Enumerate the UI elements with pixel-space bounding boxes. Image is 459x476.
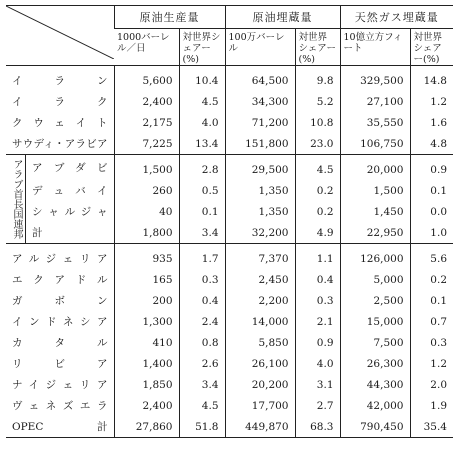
value-cell: 1.1	[295, 244, 340, 270]
value-cell: 0.2	[410, 269, 453, 290]
country-name: デュバイ	[32, 185, 108, 197]
value-cell: 13.4	[179, 133, 225, 155]
value-cell: 200	[114, 290, 179, 311]
value-cell: 7,225	[114, 133, 179, 155]
value-cell: 68.3	[295, 416, 340, 438]
value-cell: 1.2	[410, 91, 453, 112]
value-cell: 14.8	[410, 66, 453, 92]
value-cell: 0.4	[295, 269, 340, 290]
value-cell: 3.1	[295, 374, 340, 395]
value-cell: 0.2	[295, 180, 340, 201]
value-cell: 26,300	[340, 353, 410, 374]
value-cell: 4.5	[295, 155, 340, 181]
value-cell: 0.5	[179, 180, 225, 201]
value-cell: 151,800	[225, 133, 295, 155]
country-name: ガボン	[12, 295, 108, 307]
value-cell: 329,500	[340, 66, 410, 92]
value-cell: 1,500	[340, 180, 410, 201]
country-name-inner: アブダビ	[32, 162, 108, 174]
value-cell: 0.1	[179, 201, 225, 222]
value-cell: 44,300	[340, 374, 410, 395]
value-cell: 64,500	[225, 66, 295, 92]
value-cell: 5,000	[340, 269, 410, 290]
value-cell: 0.3	[179, 269, 225, 290]
country-name: ヴェネズエラ	[12, 400, 108, 412]
value-cell: 5,850	[225, 332, 295, 353]
value-cell: 10.8	[295, 112, 340, 133]
share-header: 対世界シェアー(%)	[410, 29, 453, 66]
value-cell: 2.0	[410, 374, 453, 395]
value-cell: 3.4	[179, 222, 225, 244]
value-cell: 2,500	[340, 290, 410, 311]
value-cell: 1.2	[410, 353, 453, 374]
table-row	[6, 244, 453, 270]
table-row	[6, 332, 453, 353]
country-name: カタル	[12, 337, 108, 349]
value-cell: 1.0	[410, 222, 453, 244]
country-name: アルジェリア	[12, 253, 108, 265]
value-cell: 0.2	[295, 201, 340, 222]
table-row	[6, 269, 453, 290]
value-cell: 4.0	[179, 112, 225, 133]
value-cell: 1,500	[114, 155, 179, 181]
value-cell: 1.7	[179, 244, 225, 270]
value-cell: 5.6	[410, 244, 453, 270]
value-cell: 4.0	[295, 353, 340, 374]
value-cell: 0.1	[410, 290, 453, 311]
value-cell: 1,800	[114, 222, 179, 244]
country-name: イラク	[12, 96, 108, 108]
value-cell: 5.2	[295, 91, 340, 112]
table-row	[6, 201, 453, 222]
table-row	[6, 180, 453, 201]
value-cell: 0.1	[410, 180, 453, 201]
value-cell: 0.9	[410, 155, 453, 181]
share-header: 対世界シェアー(%)	[295, 29, 340, 66]
value-cell: 165	[114, 269, 179, 290]
value-cell: 0.3	[410, 332, 453, 353]
value-cell: 2,175	[114, 112, 179, 133]
value-cell: 1,300	[114, 311, 179, 332]
value-cell: 1,400	[114, 353, 179, 374]
country-name: インドネシア	[12, 316, 108, 328]
share-header: 対世界シェアー(%)	[179, 29, 225, 66]
value-cell: 2,400	[114, 91, 179, 112]
value-cell: 5,600	[114, 66, 179, 92]
value-cell: 27,860	[114, 416, 179, 438]
country-name: サウディ・アラビア	[12, 138, 108, 150]
value-cell: 2.7	[295, 395, 340, 416]
value-cell: 7,370	[225, 244, 295, 270]
value-cell: 1.6	[410, 112, 453, 133]
value-cell: 126,000	[340, 244, 410, 270]
value-cell: 23.0	[295, 133, 340, 155]
country-name: シャルジャ	[32, 206, 108, 218]
unit-reserves: 100万バーレル	[225, 29, 295, 66]
value-cell: 4.5	[179, 91, 225, 112]
value-cell: 0.0	[410, 201, 453, 222]
value-cell: 4.8	[410, 133, 453, 155]
value-cell: 15,000	[340, 311, 410, 332]
value-cell: 0.7	[410, 311, 453, 332]
value-cell: 7,500	[340, 332, 410, 353]
value-cell: 35,550	[340, 112, 410, 133]
value-cell: 32,200	[225, 222, 295, 244]
diagonal-line	[6, 6, 114, 59]
header-gas-reserves: 天然ガス埋蔵量	[340, 6, 453, 29]
uae-group-label: アラブ首長国連邦	[8, 155, 26, 244]
value-cell: 2,450	[225, 269, 295, 290]
value-cell: 34,300	[225, 91, 295, 112]
table-row	[6, 66, 453, 92]
value-cell: 2.6	[179, 353, 225, 374]
table-row	[6, 112, 453, 133]
value-cell: 106,750	[340, 133, 410, 155]
value-cell: 3.4	[179, 374, 225, 395]
value-cell: 9.8	[295, 66, 340, 92]
value-cell: 2,400	[114, 395, 179, 416]
value-cell: 20,200	[225, 374, 295, 395]
country-name: 計	[32, 227, 43, 239]
unit-gas: 10億立方フィート	[340, 29, 410, 66]
table-row	[6, 353, 453, 374]
value-cell: 10.4	[179, 66, 225, 92]
unit-production: 1000バーレル／日	[117, 32, 170, 54]
table-row	[6, 311, 453, 332]
table-row	[6, 290, 453, 311]
header-crude-production: 原油生産量	[114, 6, 225, 29]
value-cell: 51.8	[179, 416, 225, 438]
value-cell: 790,450	[340, 416, 410, 438]
value-cell: 2.1	[295, 311, 340, 332]
opec-data-table	[6, 5, 453, 438]
country-name: クウェイト	[12, 117, 108, 129]
value-cell: 1,350	[225, 201, 295, 222]
value-cell: 0.4	[179, 290, 225, 311]
country-name: ナイジェリア	[12, 379, 108, 391]
country-name: リビア	[12, 358, 108, 370]
header-crude-reserves: 原油埋蔵量	[225, 6, 340, 29]
table-row	[6, 416, 453, 438]
corner-cell	[6, 6, 114, 66]
value-cell: 42,000	[340, 395, 410, 416]
value-cell: 2,200	[225, 290, 295, 311]
value-cell: 20,000	[340, 155, 410, 181]
value-cell: 410	[114, 332, 179, 353]
value-cell: 14,000	[225, 311, 295, 332]
value-cell: 40	[114, 201, 179, 222]
value-cell: 1,350	[225, 180, 295, 201]
value-cell: 1.9	[410, 395, 453, 416]
value-cell: 935	[114, 244, 179, 270]
value-cell: 22,950	[340, 222, 410, 244]
country-name: エクアドル	[12, 274, 108, 286]
value-cell: 71,200	[225, 112, 295, 133]
table-row	[6, 91, 453, 112]
table-row	[6, 133, 453, 155]
table-row	[6, 222, 453, 244]
table-row	[6, 374, 453, 395]
value-cell: 29,500	[225, 155, 295, 181]
value-cell: 17,700	[225, 395, 295, 416]
country-name: OPEC計	[12, 421, 108, 433]
value-cell: 4.9	[295, 222, 340, 244]
value-cell: 4.5	[179, 395, 225, 416]
value-cell: 27,100	[340, 91, 410, 112]
value-cell: 449,870	[225, 416, 295, 438]
value-cell: 0.8	[179, 332, 225, 353]
table-row	[6, 395, 453, 416]
value-cell: 35.4	[410, 416, 453, 438]
value-cell: 2.4	[179, 311, 225, 332]
country-name: イラン	[12, 75, 108, 87]
value-cell: 260	[114, 180, 179, 201]
value-cell: 0.3	[295, 290, 340, 311]
value-cell: 26,100	[225, 353, 295, 374]
table-row	[6, 155, 453, 181]
value-cell: 1,850	[114, 374, 179, 395]
value-cell: 2.8	[179, 155, 225, 181]
value-cell: 1,450	[340, 201, 410, 222]
value-cell: 0.9	[295, 332, 340, 353]
